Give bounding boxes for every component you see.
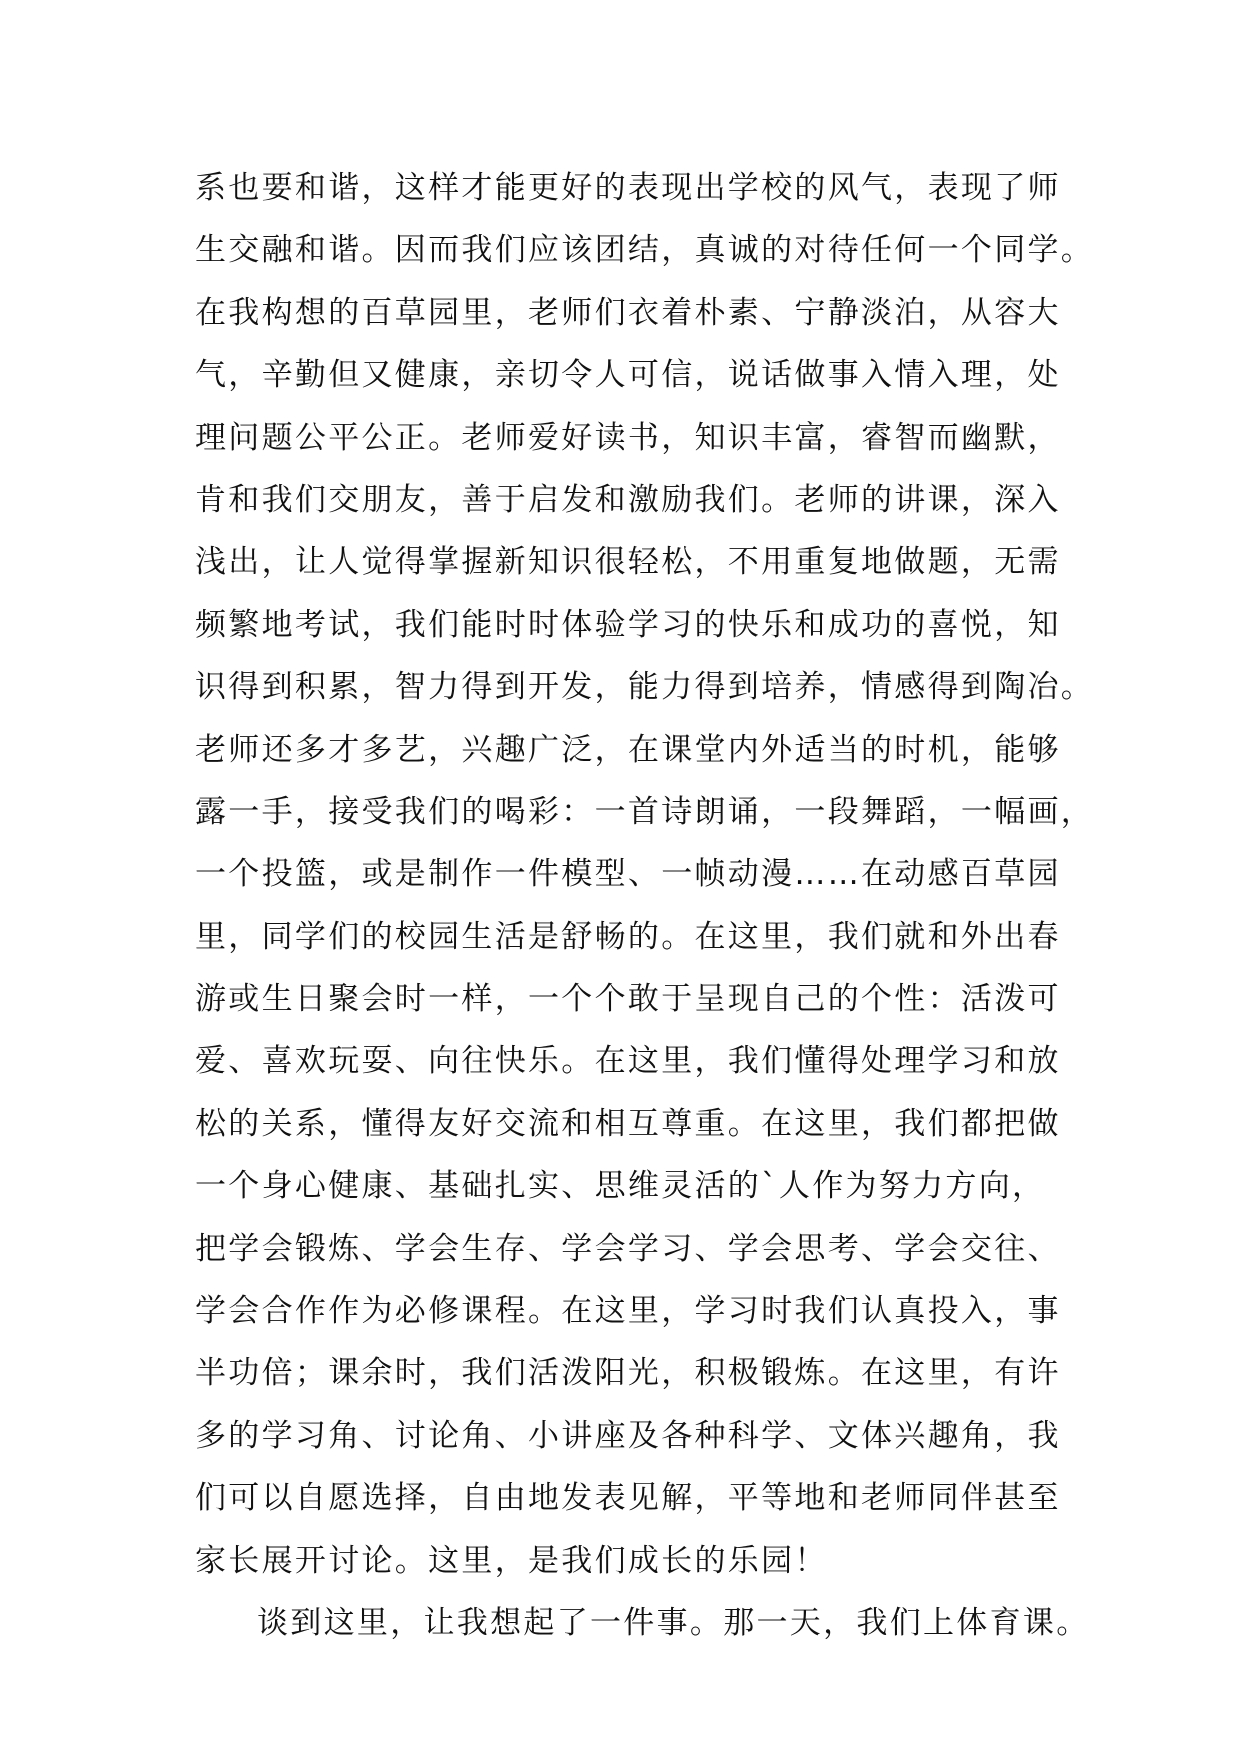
text-line: 理问题公平公正。老师爱好读书，知识丰富，睿智而幽默， xyxy=(195,419,1061,456)
text-line: 半功倍；课余时，我们活泼阳光，积极锻炼。在这里，有许 xyxy=(195,1355,1061,1392)
text-line: 多的学习角、讨论角、小讲座及各种科学、文体兴趣角，我 xyxy=(195,1417,1061,1454)
text-line: 气，辛勤但又健康，亲切令人可信，说话做事入情入理，处 xyxy=(195,357,1061,394)
text-line: 把学会锻炼、学会生存、学会学习、学会思考、学会交往、 xyxy=(195,1230,1061,1267)
text-line: 频繁地考试，我们能时时体验学习的快乐和成功的喜悦，知 xyxy=(195,606,1061,643)
text-line: 学会合作作为必修课程。在这里，学习时我们认真投入，事 xyxy=(195,1293,1061,1330)
text-line: 老师还多才多艺，兴趣广泛，在课堂内外适当的时机，能够 xyxy=(195,731,1061,768)
body-text xyxy=(195,157,1095,1654)
text-line: 们可以自愿选择，自由地发表见解，平等地和老师同伴甚至 xyxy=(195,1480,1061,1517)
text-line: 露一手，接受我们的喝彩：一首诗朗诵，一段舞蹈，一幅画， xyxy=(195,793,1095,830)
text-line: 在我构想的百草园里，老师们衣着朴素、宁静淡泊，从容大 xyxy=(195,294,1061,331)
text-line: 系也要和谐，这样才能更好的表现出学校的风气，表现了师 xyxy=(195,170,1061,206)
text-line: 识得到积累，智力得到开发，能力得到培养，情感得到陶冶。 xyxy=(195,669,1095,706)
text-line: 生交融和谐。因而我们应该团结，真诚的对待任何一个同学。 xyxy=(195,232,1095,269)
text-line: 肯和我们交朋友，善于启发和激励我们。老师的讲课，深入 xyxy=(195,481,1061,518)
paragraph-2 xyxy=(195,1592,1090,1654)
text-line: 一个身心健康、基础扎实、思维灵活的`人作为努力方向， xyxy=(195,1168,1046,1205)
paragraph-1 xyxy=(195,157,1095,1592)
text-line: 游或生日聚会时一样，一个个敢于呈现自己的个性：活泼可 xyxy=(195,981,1061,1018)
text-line: 爱、喜欢玩耍、向往快乐。在这里，我们懂得处理学习和放 xyxy=(195,1043,1061,1080)
text-line: 松的关系，懂得友好交流和相互尊重。在这里，我们都把做 xyxy=(195,1105,1061,1142)
text-line: 谈到这里，让我想起了一件事。那一天，我们上体育课。 xyxy=(257,1604,1090,1641)
text-line: 家长展开讨论。这里，是我们成长的乐园！ xyxy=(195,1542,828,1579)
text-line: 一个投篮，或是制作一件模型、一帧动漫……在动感百草园 xyxy=(195,856,1061,893)
text-line: 浅出，让人觉得掌握新知识很轻松，不用重复地做题，无需 xyxy=(195,544,1061,581)
text-line: 里，同学们的校园生活是舒畅的。在这里，我们就和外出春 xyxy=(195,918,1061,955)
